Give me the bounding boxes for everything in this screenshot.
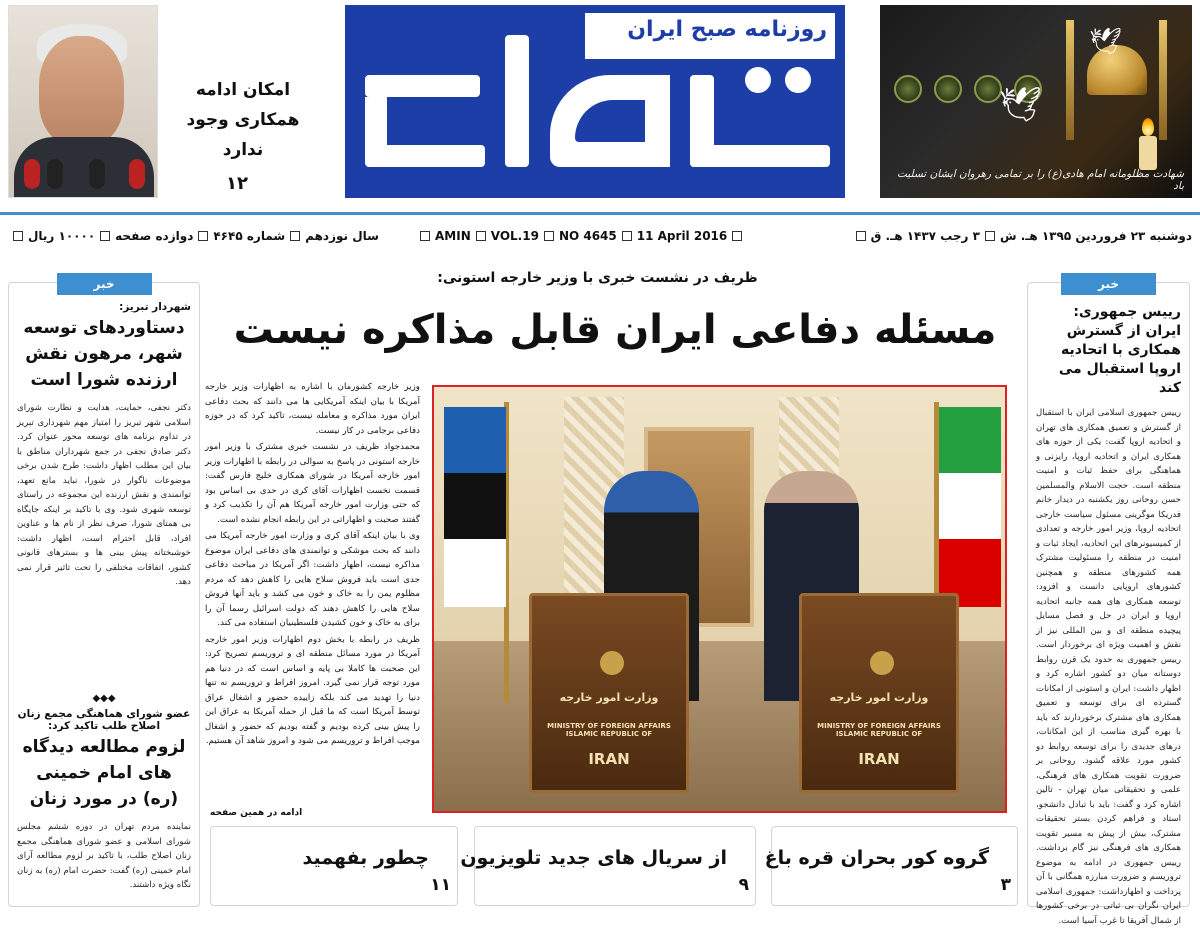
logo-dot — [745, 67, 771, 93]
lectern-label-ar: وزارت امور خارجه — [559, 691, 659, 704]
lantern-icon — [934, 75, 962, 103]
square-bullet-icon — [622, 231, 632, 241]
volume-en: VOL.19 — [490, 229, 539, 243]
story-kicker: عضو شورای هماهنگی مجمع زنان اصلاح طلب تاکید کرد: — [17, 708, 191, 732]
page-count: دوازده صفحه — [115, 229, 194, 243]
logo-stroke — [505, 35, 529, 167]
year-label: سال نوزدهم — [305, 229, 379, 243]
iran-emblem-icon — [870, 651, 894, 675]
logo-stroke — [365, 145, 485, 167]
teaser-title: از سریال های جدید تلویزیون — [460, 847, 727, 869]
ad-caption: شهادت مظلومانه امام هادی(ع) را بر تمامی رهروان ایشان تسلیت باد — [896, 168, 1184, 192]
lantern-icon — [974, 75, 1002, 103]
lantern-icon — [894, 75, 922, 103]
news-badge: خبر — [57, 273, 152, 295]
candle-icon — [1139, 136, 1157, 170]
story-body: نماینده مردم تهران در دوره ششم مجلس شورای اسلامی و عضو شورای هماهنگی مجمع زنان اصلاح طلب، با تاکید بر لزوم مطالعه آرای امام خمینی (ره) گفت: حضرت امام (ره) به زنان نگاه ویژه داشتند. — [17, 822, 191, 890]
square-bullet-icon — [985, 231, 995, 241]
promo-page-number: ۱۲ — [226, 173, 248, 194]
lead-paragraph: وی با بیان اینکه آقای کری و وزارت امور خارجه آمریکا می دانند که بحث موشکی و توانمندی های دفاعی ایران موضوع مذاکره نیست، اظهار داشت: اگر آمریکا در مباحث دفاعی جدی است باید فروش سلاح هایی را کاهش دهد که مردم مظلوم یمن را به خاک و خون می کشد و باید آنها فروش سلاح هایی را کاهش دهند که دولت اسرائیل رسما آن را برای به خاک و خون کشیدن فلسطینیان استفاده می کند. — [205, 531, 420, 628]
microphone-icon — [129, 159, 145, 189]
condolence-ad[interactable] — [880, 5, 1192, 198]
minaret-left — [1159, 20, 1167, 140]
issue-info-bar — [0, 212, 1200, 260]
story-headline[interactable]: دستاوردهای توسعه شهر، مرهون نقش ارزنده شورا است — [23, 318, 185, 390]
story-body: دکتر نجفی، حمایت، هدایت و نظارت شورای اسلامی شهر تبریز را امتیاز مهم شهرداری تبریز در تداوم برنامه های توسعه محور عنوان کرد. دکتر صادق نجفی در جمع شهرداران مناطق با بیان این مطلب اظهار داشت: طرح شدن برخی موضوعات ناگوار در شورا، نباید مانع تعهد، توانمندی و نقش ارزنده این مجموعه در راستای توسعه شهری شود. وی با تاکید بر اینکه جایگاه بی همتای شورا، صرف نظر از نام ها و عناوین افراد، قابل احترام است، اظهار داشت: خوشبختانه پیش بینی ها و بسترهای قانونی کشور، اتفاقات مختلفی را تحت تاثیر قرار نمی دهد. — [17, 403, 191, 587]
logo-stroke — [365, 75, 480, 97]
lectern-label-ar: وزارت امور خارجه — [829, 691, 929, 704]
microphone-icon — [24, 159, 40, 189]
lectern-label-iran: IRAN — [588, 750, 630, 768]
newspaper-logo[interactable] — [345, 5, 845, 198]
issue-meta — [8, 229, 379, 243]
face — [39, 36, 124, 146]
teaser-title: گروه کور بحران قره باغ — [764, 847, 989, 869]
microphone-icon — [47, 159, 63, 189]
lead-kicker: ظریف در نشست خبری با وزیر خارجه استونی: — [437, 270, 758, 286]
date-info — [851, 229, 1192, 243]
teaser-box[interactable] — [764, 826, 1018, 906]
logo-dot — [785, 67, 811, 93]
masthead — [0, 0, 1200, 205]
lead-paragraph: محمدجواد ظریف در نشست خبری مشترک با وزیر امور خارجه استونی در پاسخ به سوالی در رابطه با اظهارات وزیر امور خارجه آمریکا در شورای همکاری خلیج فارس گفت: قسمت نخست اظهارات آقای کری در حدی بی اساس بود که حتی وزارت امور خارجه آمریکا هم آن را تکذیب کرد و گفتند صحبت و اظهاراتی در این رابطه انجام نشده است. — [205, 442, 420, 525]
lead-paragraph: وزیر خارجه کشورمان با اشاره به اظهارات وزیر خارجه آمریکا با بیان اینکه آمریکایی ها می دانند که بحث دفاعی ایران مورد مذاکره و معامله نیست، تاکید کرد که در حوزه دفاعی برجامی در کار نیست. — [205, 382, 420, 436]
right-news-column — [1027, 277, 1190, 926]
issue-number: شماره ۴۶۴۵ — [213, 229, 286, 243]
logo-tagline: روزنامه صبح ایران — [627, 17, 827, 42]
microphone-icon — [89, 159, 105, 189]
iran-flag — [939, 407, 1001, 607]
lectern-label-en: MINISTRY OF FOREIGN AFFAIRS ISLAMIC REPUBLIC OF — [817, 722, 941, 738]
teaser-box[interactable] — [210, 826, 458, 906]
teaser-page: ۹ — [738, 875, 749, 895]
lectern-right — [799, 593, 959, 793]
separator-diamonds: ◆◆◆ — [92, 693, 116, 704]
story-kicker: شهردار تبریز: — [119, 301, 191, 313]
teaser-box[interactable] — [460, 826, 756, 906]
lead-headline[interactable]: مسئله دفاعی ایران قابل مذاکره نیست — [233, 307, 997, 353]
promo-photo — [8, 5, 158, 198]
press-conference-photo[interactable] — [432, 385, 1007, 813]
date-en: 11 April 2016 — [636, 229, 728, 243]
teaser-title: چطور بفهمید — [302, 847, 429, 869]
price: ۱۰۰۰۰ ریال — [28, 229, 96, 243]
english-issue-info — [415, 229, 747, 243]
square-bullet-icon — [13, 231, 23, 241]
square-bullet-icon — [198, 231, 208, 241]
issue-number-en: NO 4645 — [558, 229, 617, 243]
story-headline[interactable]: لزوم مطالعه دیدگاه های امام خمینی (ره) در مورد زنان — [22, 737, 186, 809]
minaret-right — [1066, 20, 1074, 140]
gregorian-solar-date: دوشنبه ۲۳ فروردین ۱۳۹۵ هـ. ش — [999, 229, 1192, 243]
right-column-body: رییس جمهوری اسلامی ایران با استقبال از گسترش و تعمیق همکاری های تهران و اتحادیه اروپا گفت: یکی از حوزه های همکاری ایران و اتحادیه اروپا، رایزنی و هماهنگی برای حفظ ثبات و امنیت منطقه است. حجت الاسلام والمسلمین حسن روحانی روز یکشنبه در دیدار خانم فدریکا موگرینی مسئول سیاست خارجی اتحادیه اروپا، وزیر امور خارجه و تعدادی از کمیسیونرهای این اتحادیه، ایجاد ثبات و امنیت در منطقه را مسئولیت مشترک همه کشورهای منطقه و همچنین کشورهای اروپایی دانست و افزود: توسعه همکاری های همه جانبه اتحادیه اروپا و ایران در حل و فصل مسایل پیچیده منطقه ای و بین المللی نیز از نقش و اهمیت ویژه ای برخوردار است. رییس جمهوری به حدود یک قرن روابط دوستانه میان دو کشور اشاره کرد و اظهار داشت: ایران و استونی از امکانات گسترده ای برای توسعه و تعمیق همکاری های مشترک برخوردارند که باید با بهره گیری مناسب از این امکانات، درهای جدیدی را برای توسعه روابط دو کشور مورد علاقه گشود. روحانی بر ضرورت تقویت همکاری های فرهنگی، علمی و تحقیقاتی میان تهران - تالین اشاره کرد و گفت: باید با تبادل دانشجو، استاد و فراهم کردن بستر تحقیقات مشترک، بیش از پیش به مسیر تقویت همکاری های فرهنگی نیز گام برداشت. رییس جمهوری در ادامه به موضوع تروریسم و ضرورت مبارزه همگانی با آن پرداخت و اظهارداشت: جمهوری اسلامی ایران نگران بی ثباتی در برخی کشورها از شمال آفریقا تا غرب آسیا است. — [1036, 408, 1181, 926]
lead-paragraph: ظریف در رابطه با بخش دوم اظهارات وزیر امور خارجه آمریکا در مورد مسائل منطقه ای و تروریسم تصریح کرد: این صحبت ها کاملا بی پایه و اساس است که در دنیا هم مورد توجه قرار نمی گیرد. امروز افراط و تروریسم نه تنها دنیا را تهدید می کند بلکه زاییده حضور و اشغال عراق توسط آمریکا است که ما قبل از حمله آمریکا به عراق این را پیش بینی کرده بودیم و گفته بودیم که حضور و اشغال موجب افراط و تروریسم می شود و امروز شاهد آن هستیم. — [205, 634, 420, 746]
lunar-date: ۳ رجب ۱۴۳۷ هـ. ق — [870, 229, 980, 243]
square-bullet-icon — [290, 231, 300, 241]
lead-story-body — [205, 380, 420, 820]
estonia-flag — [444, 407, 506, 607]
news-badge: خبر — [1061, 273, 1156, 295]
square-bullet-icon — [100, 231, 110, 241]
teaser-row — [210, 826, 1018, 906]
lectern-label-iran: IRAN — [858, 750, 900, 768]
dove-icon: 🕊 — [1088, 27, 1122, 57]
lectern-left — [529, 593, 689, 793]
continued-label[interactable]: ادامه در همین صفحه — [210, 808, 303, 818]
teaser-page: ۳ — [1000, 875, 1011, 895]
sports-promo[interactable] — [8, 5, 318, 198]
paper-name-en: AMIN — [435, 229, 471, 243]
promo-title: امکان ادامه همکاری وجود ندارد — [186, 80, 300, 160]
left-news-column — [8, 277, 200, 907]
dove-icon: 🕊 — [998, 85, 1042, 125]
square-bullet-icon — [544, 231, 554, 241]
square-bullet-icon — [476, 231, 486, 241]
square-bullet-icon — [732, 231, 742, 241]
iran-emblem-icon — [600, 651, 624, 675]
teaser-page: ۱۱ — [430, 875, 451, 895]
logo-stroke — [690, 145, 830, 167]
square-bullet-icon — [856, 231, 866, 241]
right-column-headline[interactable]: رییس جمهوری: ایران از گسترش همکاری با اتحادیه اروپا استقبال می کند — [1058, 304, 1181, 396]
candle-flame-icon — [1142, 118, 1154, 136]
square-bullet-icon — [420, 231, 430, 241]
lectern-label-en: MINISTRY OF FOREIGN AFFAIRS ISLAMIC REPUBLIC OF — [547, 722, 671, 738]
